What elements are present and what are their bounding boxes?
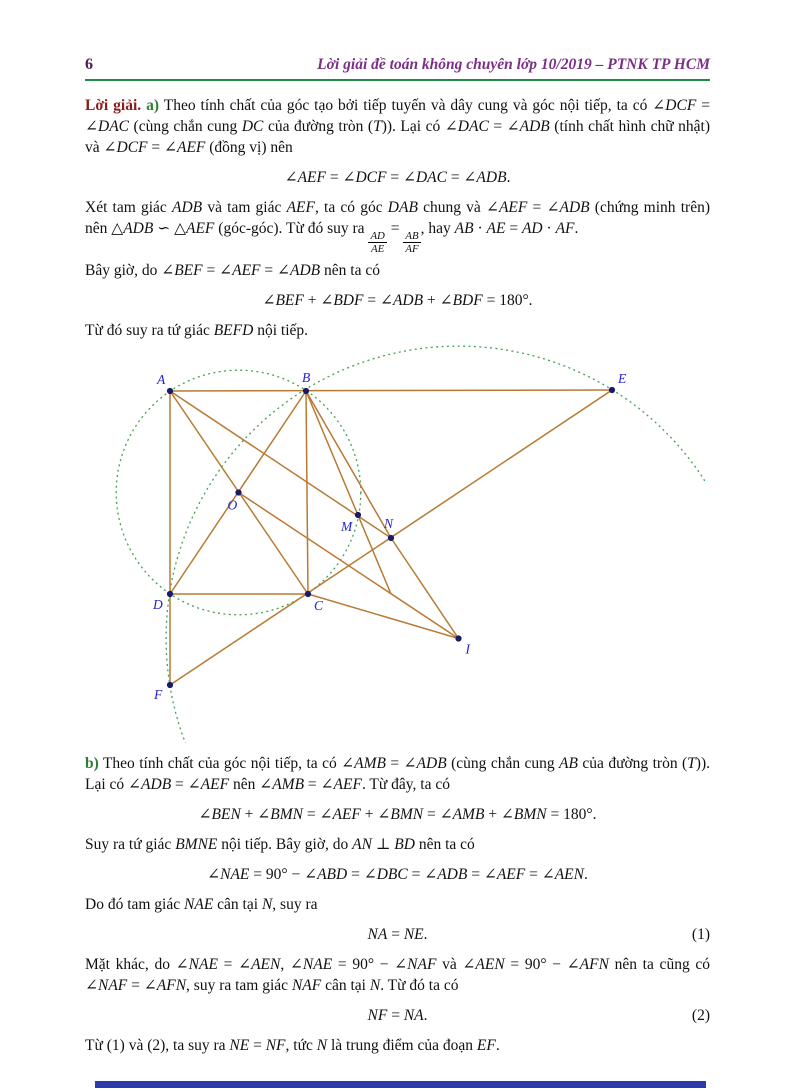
equation	[85, 290, 710, 311]
paragraph-lead: Lời giải.	[85, 97, 142, 114]
point-label-A: A	[157, 371, 166, 387]
geometry-figure-wrap	[55, 345, 710, 749]
equation	[85, 864, 710, 885]
point-label-M: M	[341, 518, 353, 534]
point-label-O: O	[227, 497, 238, 513]
point-label-B: B	[302, 369, 311, 385]
equation-number: (2)	[691, 1006, 710, 1024]
solution-paragraph: Từ đó suy ra tứ giác BEFD nội tiếp.	[85, 321, 309, 339]
solution-paragraph: Xét tam giác ADB và tam giác AEF, ta có góc DAB chung và ∠AEF = ∠ADB (chứng minh trên) nên △ADB ∽ △AEF (góc-góc). Từ đó suy ra $\frac{AD}{AE}$ = $\frac{AB}{AF}$ , hay AB · AE = AD · AF.	[85, 199, 710, 256]
solution-paragraph: Bây giờ, do ∠BEF = ∠AEF = ∠ADB nên ta có	[85, 261, 380, 279]
point-dot-F	[167, 682, 173, 688]
point-label-D: D	[153, 596, 163, 612]
equation-body: ∠BEN + ∠BMN = ∠AEF + ∠BMN = ∠AMB + ∠BMN = 180°.	[198, 805, 597, 823]
page-header-title: Lời giải đề toán không chuyên lớp 10/2019 – PTNK TP HCM	[317, 56, 710, 73]
circle-BEFD	[166, 346, 705, 743]
point-label-C: C	[314, 597, 324, 613]
segment-AE	[170, 390, 612, 391]
point-label-I: I	[465, 641, 470, 657]
fraction: $\frac{AB}{AF}$	[405, 229, 419, 256]
segment-CI	[308, 594, 459, 639]
point-label-N: N	[384, 515, 394, 531]
segment-BN	[306, 391, 391, 538]
solution-paragraph: Từ (1) và (2), ta suy ra NE = NF, tức N là trung điểm của đoạn EF.	[85, 1036, 500, 1054]
point-label-E: E	[618, 370, 627, 386]
point-dot-D	[167, 591, 173, 597]
point-dot-C	[305, 591, 311, 597]
page-number: 6	[85, 56, 93, 73]
equation-body: ∠NAE = 90° − ∠ABD = ∠DBC = ∠ADB = ∠AEF = ∠AEN.	[207, 865, 588, 883]
point-dot-O	[235, 489, 241, 495]
paragraph-lead: b)	[85, 754, 99, 772]
equation	[85, 924, 710, 945]
equation-body: NF = NA.	[367, 1006, 428, 1024]
point-dot-B	[303, 388, 309, 394]
equation	[85, 167, 710, 188]
solution-paragraph: Lời giải. a) Theo tính chất của góc tạo bởi tiếp tuyến và dây cung và góc nội tiếp, ta có ∠DCF = ∠DAC (cùng chắn cung DC của đường tròn (T)). Lại có ∠DAC = ∠ADB (tính chất hình chữ nhật) và ∠DCF = ∠AEF (đồng vị) nên	[85, 97, 710, 156]
solution-paragraph: Mặt khác, do ∠NAE = ∠AEN, ∠NAE = 90° − ∠NAF và ∠AEN = 90° − ∠AFN nên ta cũng có ∠NAF = ∠AFN, suy ra tam giác NAF cân tại N. Từ đó ta có	[85, 955, 711, 994]
equation-body: ∠AEF = ∠DCF = ∠DAC = ∠ADB.	[284, 169, 511, 186]
segment-NI	[391, 538, 459, 639]
equation-body: ∠BEF + ∠BDF = ∠ADB + ∠BDF = 180°.	[262, 291, 533, 309]
point-label-F: F	[154, 686, 163, 702]
solution-paragraph: Do đó tam giác NAE cân tại N, suy ra	[85, 895, 318, 913]
point-dot-I	[455, 635, 461, 641]
point-dot-A	[167, 388, 173, 394]
paragraph-lead: a)	[146, 97, 160, 114]
fraction: $\frac{AD}{AE}$	[370, 229, 385, 256]
equation-body: NA = NE.	[367, 925, 428, 943]
equation-number: (1)	[691, 925, 710, 943]
solution-paragraph: Suy ra tứ giác BMNE nội tiếp. Bây giờ, do AN ⊥ BD nên ta có	[85, 835, 475, 853]
equation	[85, 804, 710, 825]
point-dot-N	[388, 535, 394, 541]
point-dot-M	[355, 512, 361, 518]
geometry-figure	[55, 345, 705, 743]
solution-paragraph: b) Theo tính chất của góc nội tiếp, ta có ∠AMB = ∠ADB (cùng chắn cung AB của đường tròn (T)). Lại có ∠ADB = ∠AEF nên ∠AMB = ∠AEF. Từ đây, ta có	[85, 754, 710, 793]
segment-BP	[306, 391, 391, 594]
point-dot-E	[609, 387, 615, 393]
page-header	[85, 56, 710, 81]
solution-content	[85, 95, 710, 1056]
footer-bar	[95, 1081, 706, 1088]
segment-BC	[306, 391, 308, 594]
equation	[85, 1005, 710, 1026]
